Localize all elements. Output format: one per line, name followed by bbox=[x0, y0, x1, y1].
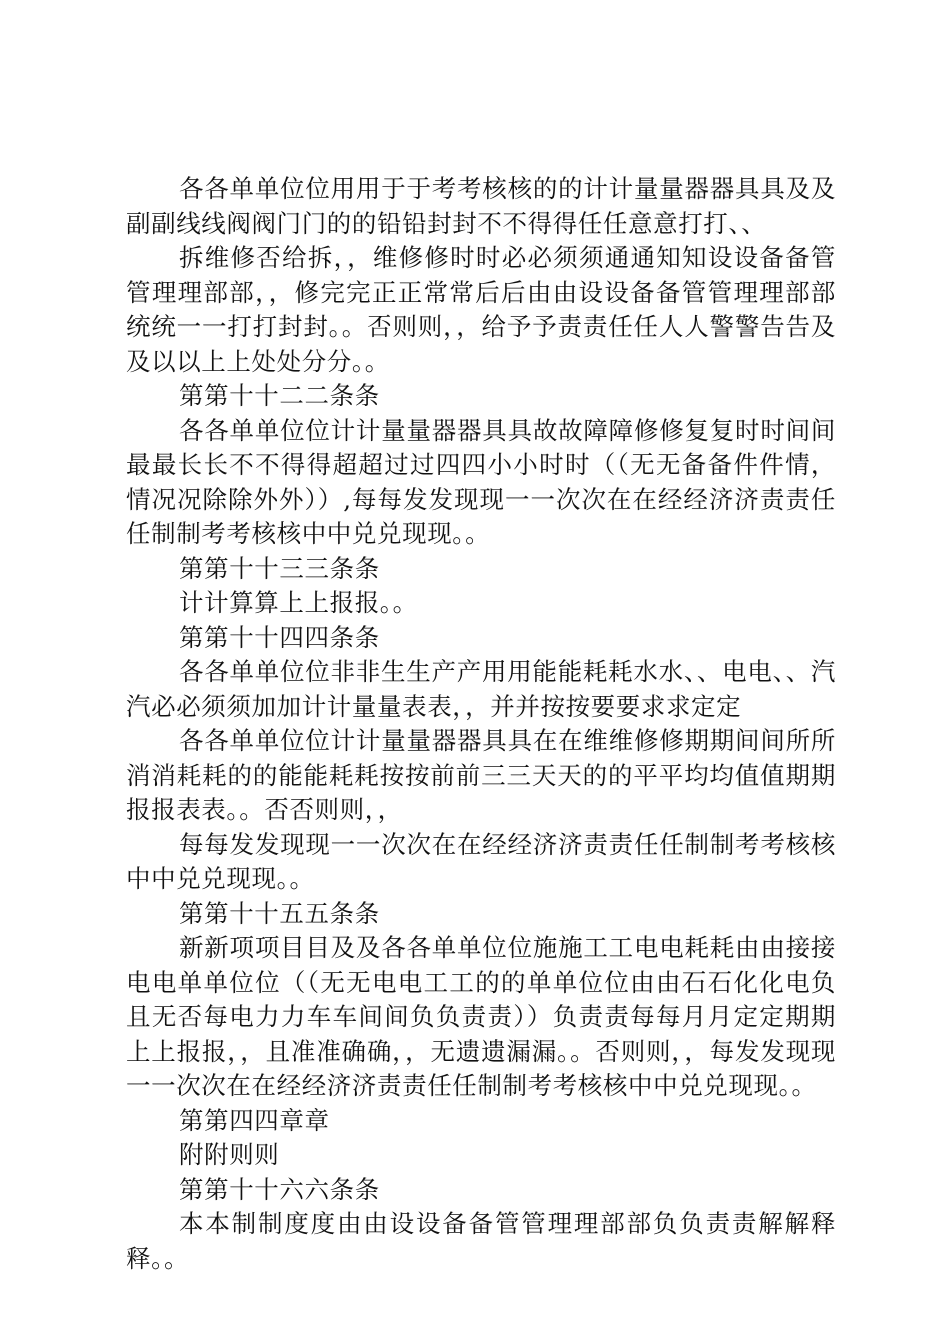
paragraph: 新新项项目目及及各各单单位位施施工工电电耗耗由由接接电电单单位位（（无无电电工工的的单单位位由由石石化化电负且无否每电力力车车间间负负责责））负责责每每月月定定期期上上报报，，且准准确确，，无遗遗漏漏。。否则则，，每发发现现一一次次在在经经济济责责任任制制考考核核中中兑兑现现。。 bbox=[126, 933, 836, 1100]
paragraph: 各各单单位位计计量量器器具具在在维维修修期期间间所所消消耗耗的的能能耗耗按按前前三三天天的的平平均均值值期期报报表表。。否否则则，， bbox=[126, 726, 836, 824]
document-body bbox=[126, 172, 836, 1276]
article-heading: 第第十十六六条条 bbox=[179, 1174, 380, 1204]
chapter-heading: 第第四四章章 bbox=[179, 1105, 330, 1135]
paragraph: 各各单单位位用用于于考考核核的的计计量量器器具具及及副副线线阀阀门门的的铅铅封封不不得得任任意意打打、、 bbox=[126, 174, 836, 238]
paragraph: 各各单单位位非非生生产产用用能能耗耗水水、、电电、、汽汽必必须须加加计计量量表表，，并并按按要要求求定定 bbox=[126, 657, 836, 721]
paragraph: 计计算算上上报报。。 bbox=[179, 588, 418, 617]
paragraph: 各各单单位位计计量量器器具具故故障障修修复复时时间间最最长长不不得得超超过过四四小小时时（（无无备备件件情，情况况除除外外））,每每发发现现一一次次在在经经济济责责任任制制考考核核中中兑兑现现。。 bbox=[126, 415, 836, 548]
article-heading: 第第十十五五条条 bbox=[179, 898, 380, 928]
article-heading: 第第十十四四条条 bbox=[179, 622, 380, 652]
chapter-title: 附附则则 bbox=[179, 1140, 280, 1169]
paragraph: 本本制制度度由由设设备备管管理理部部负负责责解解释释。。 bbox=[126, 1209, 836, 1273]
paragraph: 每每发发现现一一次次在在经经济济责责任任制制考考核核中中兑兑现现。。 bbox=[126, 829, 836, 893]
article-heading: 第第十十三三条条 bbox=[179, 553, 380, 583]
article-heading: 第第十十二二条条 bbox=[179, 381, 380, 410]
paragraph: 拆维修否给拆，，维修修时时必必须须通通知知设设备备管管理理部部，，修完完正正常常后后由由设设备备管管理理部部统统一一打打封封。。否则则，，给予予责责任任人人警警告告及及以以上上处处分分。。 bbox=[126, 243, 836, 376]
